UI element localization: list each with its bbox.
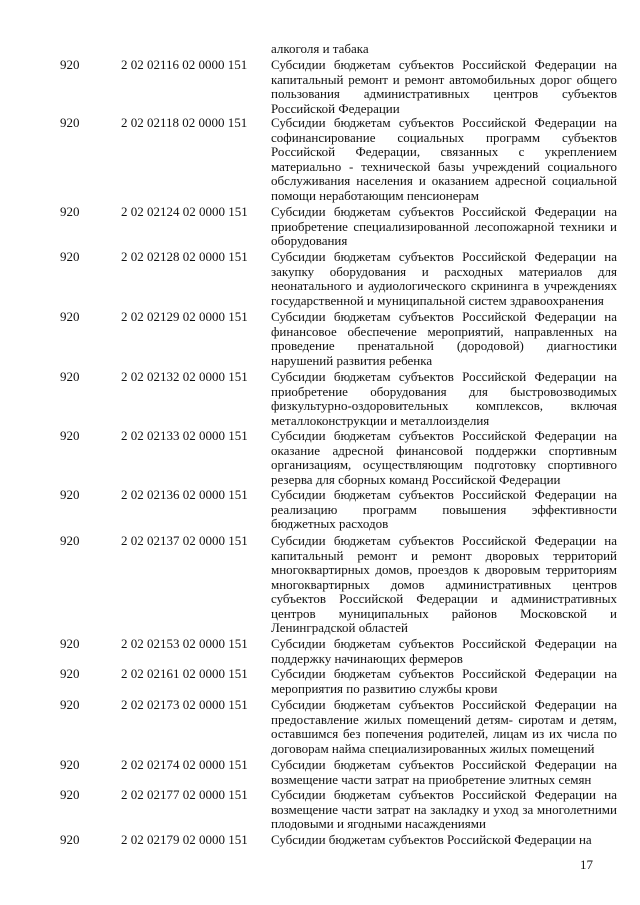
row-description: Субсидии бюджетам субъектов Российской Федерации на предоставление жилых помещений детям- сиротам и детям, оставшимся без попечения родителей, лицам из их числа по договорам найма специализированных жилых помещений xyxy=(271,697,617,756)
row-description: Субсидии бюджетам субъектов Российской Федерации на софинансирование социальных программ субъектов Российской Федерации, связанных с укреплением материально - технической базы учреждений социального обслуживания населения и оказанием адресной социальной помощи неработающим пенсионерам xyxy=(271,115,617,203)
row-description: Субсидии бюджетам субъектов Российской Федерации на капитальный ремонт и ремонт автомобильных дорог общего пользования административных центров субъектов Российской Федерации xyxy=(271,57,617,116)
row-description: Субсидии бюджетам субъектов Российской Федерации на мероприятия по развитию службы крови xyxy=(271,666,617,696)
admin-code: 920 xyxy=(60,832,80,847)
row-description: Субсидии бюджетам субъектов Российской Федерации на возмещение части затрат на приобретение элитных семян xyxy=(271,757,617,787)
budget-classification-code: 2 02 02161 02 0000 151 xyxy=(121,666,248,681)
admin-code: 920 xyxy=(60,533,80,548)
continued-text: алкоголя и табака xyxy=(271,41,369,56)
budget-classification-code: 2 02 02177 02 0000 151 xyxy=(121,787,248,802)
admin-code: 920 xyxy=(60,787,80,802)
budget-classification-code: 2 02 02133 02 0000 151 xyxy=(121,428,248,443)
budget-classification-code: 2 02 02174 02 0000 151 xyxy=(121,757,248,772)
row-description: Субсидии бюджетам субъектов Российской Федерации на приобретение специализированной лесопожарной техники и оборудования xyxy=(271,204,617,248)
budget-classification-code: 2 02 02179 02 0000 151 xyxy=(121,832,248,847)
row-description: Субсидии бюджетам субъектов Российской Федерации на поддержку начинающих фермеров xyxy=(271,636,617,666)
budget-classification-code: 2 02 02153 02 0000 151 xyxy=(121,636,248,651)
budget-classification-code: 2 02 02136 02 0000 151 xyxy=(121,487,248,502)
row-description: Субсидии бюджетам субъектов Российской Федерации на финансовое обеспечение мероприятий, направленных на проведение пренатальной (дородовой) диагностики нарушений развития ребенка xyxy=(271,309,617,368)
admin-code: 920 xyxy=(60,57,80,72)
row-description: Субсидии бюджетам субъектов Российской Федерации на реализацию программ повышения эффективности бюджетных расходов xyxy=(271,487,617,531)
admin-code: 920 xyxy=(60,369,80,384)
budget-classification-code: 2 02 02137 02 0000 151 xyxy=(121,533,248,548)
budget-classification-code: 2 02 02129 02 0000 151 xyxy=(121,309,248,324)
admin-code: 920 xyxy=(60,115,80,130)
row-description: Субсидии бюджетам субъектов Российской Федерации на закупку оборудования и расходных материалов для неонатального и аудиологического скрининга в учреждениях государственной и муниципальной систем здравоохранения xyxy=(271,249,617,308)
admin-code: 920 xyxy=(60,487,80,502)
budget-classification-code: 2 02 02173 02 0000 151 xyxy=(121,697,248,712)
row-description: Субсидии бюджетам субъектов Российской Федерации на оказание адресной финансовой поддержки спортивным организациям, осуществляющим подготовку спортивного резерва для сборных команд Российской Федерации xyxy=(271,428,617,487)
row-description: Субсидии бюджетам субъектов Российской Федерации на капитальный ремонт и ремонт дворовых территорий многоквартирных домов, проездов к дворовым территориям многоквартирных домов административных центров субъектов Российской Федерации и административных центров муниципальных районов Московской и Ленинградской областей xyxy=(271,533,617,635)
budget-classification-code: 2 02 02124 02 0000 151 xyxy=(121,204,248,219)
admin-code: 920 xyxy=(60,309,80,324)
budget-classification-code: 2 02 02116 02 0000 151 xyxy=(121,57,248,72)
budget-classification-code: 2 02 02132 02 0000 151 xyxy=(121,369,248,384)
row-description: Субсидии бюджетам субъектов Российской Федерации на приобретение оборудования для быстровозводимых физкультурно-оздоровительных комплексов, включая металлоконструкции и металлоизделия xyxy=(271,369,617,428)
budget-classification-code: 2 02 02118 02 0000 151 xyxy=(121,115,248,130)
admin-code: 920 xyxy=(60,204,80,219)
page-number: 17 xyxy=(580,857,593,872)
row-description: Субсидии бюджетам субъектов Российской Федерации на возмещение части затрат на закладку и уход за многолетними плодовыми и ягодными насаждениями xyxy=(271,787,617,831)
row-description: Субсидии бюджетам субъектов Российской Федерации на xyxy=(271,832,592,847)
admin-code: 920 xyxy=(60,428,80,443)
budget-classification-code: 2 02 02128 02 0000 151 xyxy=(121,249,248,264)
admin-code: 920 xyxy=(60,249,80,264)
admin-code: 920 xyxy=(60,636,80,651)
admin-code: 920 xyxy=(60,666,80,681)
admin-code: 920 xyxy=(60,697,80,712)
admin-code: 920 xyxy=(60,757,80,772)
